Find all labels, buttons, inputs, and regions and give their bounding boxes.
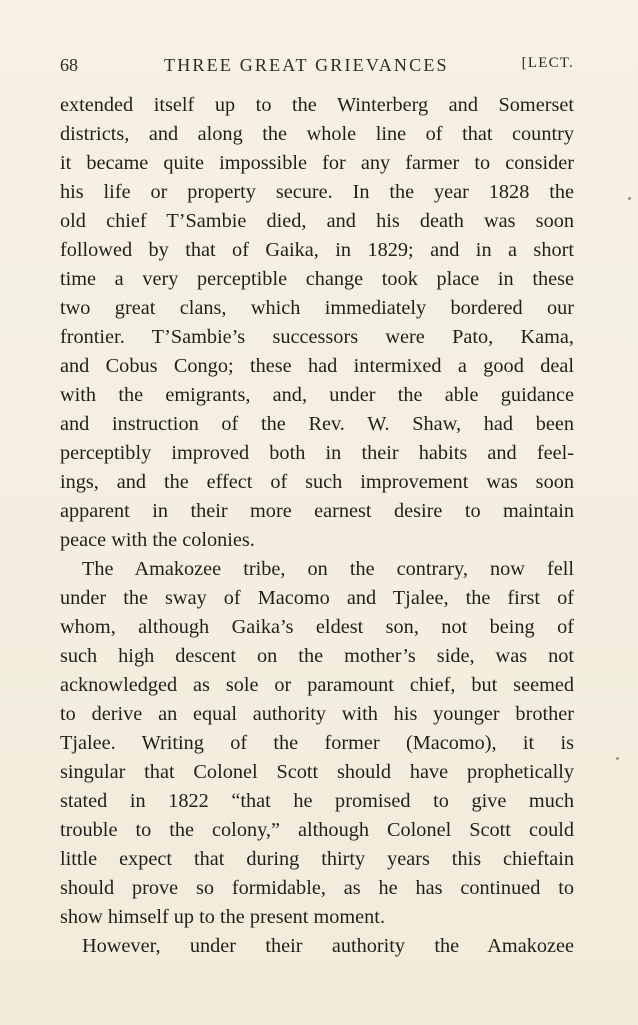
text-line: under the sway of Macomo and Tjalee, the first of (60, 587, 574, 609)
text-line: Tjalee. Writing of the former (Macomo), it is (60, 732, 574, 754)
text-line: to derive an equal authority with his younger brother (60, 703, 574, 725)
text-line: old chief T’Sambie died, and his death was soon (60, 210, 574, 232)
text-line: ings, and the effect of such improvement was soon (60, 471, 574, 493)
running-header (60, 55, 576, 81)
text-line: followed by that of Gaika, in 1829; and in a short (60, 239, 574, 261)
text-line: such high descent on the mother’s side, was not (60, 645, 574, 667)
text-line: stated in 1822 “that he promised to give much (60, 790, 574, 812)
text-line: his life or property secure. In the year 1828 the (60, 181, 574, 203)
text-line: and Cobus Congo; these had intermixed a good deal (60, 355, 574, 377)
text-line: whom, although Gaika’s eldest son, not being of (60, 616, 574, 638)
text-line: singular that Colonel Scott should have prophetically (60, 761, 574, 783)
paper-speck (616, 757, 619, 760)
paragraph-end-line: show himself up to the present moment. (60, 906, 386, 928)
text-line: it became quite impossible for any farmer to consider (60, 152, 574, 174)
paragraph-start-line: However, under their authority the Amakozee (82, 935, 574, 957)
text-line: time a very perceptible change took place in these (60, 268, 574, 290)
text-line: should prove so formidable, as he has continued to (60, 877, 574, 899)
text-line: little expect that during thirty years this chieftain (60, 848, 574, 870)
text-line: apparent in their more earnest desire to maintain (60, 500, 574, 522)
page-number: 68 (60, 55, 78, 75)
paragraph-start-line: The Amakozee tribe, on the contrary, now fell (82, 558, 574, 580)
text-line: perceptibly improved both in their habits and feel- (60, 442, 574, 464)
text-line: trouble to the colony,” although Colonel Scott could (60, 819, 574, 841)
text-line: frontier. T’Sambie’s successors were Pato, Kama, (60, 326, 574, 348)
text-line: and instruction of the Rev. W. Shaw, had been (60, 413, 574, 435)
section-mark: [LECT. (521, 55, 574, 71)
running-title: THREE GREAT GRIEVANCES (164, 55, 449, 75)
paper-speck (628, 197, 631, 200)
paragraph-end-line: peace with the colonies. (60, 529, 255, 551)
text-line: districts, and along the whole line of that country (60, 123, 574, 145)
text-line: two great clans, which immediately bordered our (60, 297, 574, 319)
text-line: with the emigrants, and, under the able guidance (60, 384, 574, 406)
body-text (60, 91, 574, 961)
text-line: extended itself up to the Winterberg and Somerset (60, 94, 574, 116)
text-line: acknowledged as sole or paramount chief, but seemed (60, 674, 574, 696)
